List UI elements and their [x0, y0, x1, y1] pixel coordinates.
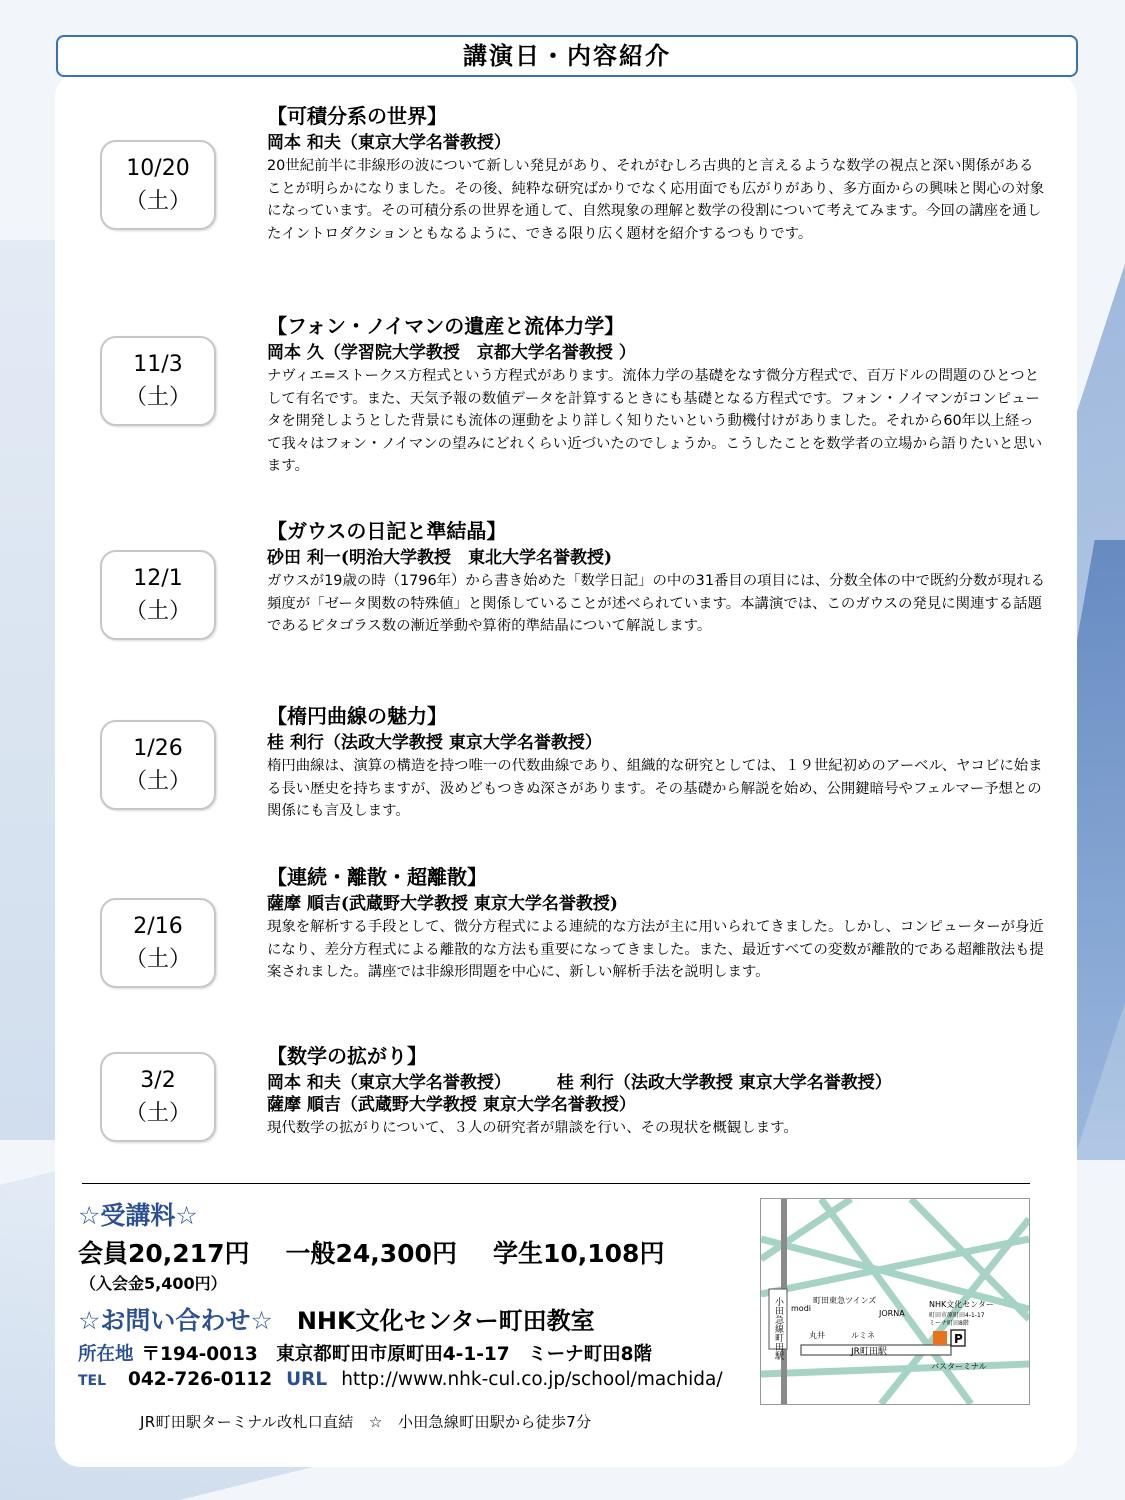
date-text: 11/3	[133, 352, 183, 377]
day-text: （土）	[124, 599, 191, 624]
lecture-speaker: 桂 利行（法政大学教授 東京大学名誉教授）	[556, 1073, 892, 1093]
lecture-speaker: 砂田 利一(明治大学教授 東北大学名誉教授)	[267, 548, 613, 568]
lecture-info-6	[267, 1042, 1047, 1140]
lecture-description: ナヴィエ=ストークス方程式という方程式があります。流体力学の基礎をなす微分方程式で、百万ドルの問題のひとつとして有名です。また、天気予報の数値データを計算するときにも基礎となる方程式です。フォン・ノイマンがコンピュータを開発しようとした背景にも流体の運動をより詳しく知りたいという動機付けがありました。それから60年以上経って我々はフォン・ノイマンの望みにどれくらい近づいたのでしょうか。こうしたことを数学者の立場から語りたいと思います。	[267, 368, 1043, 474]
lecture-speaker: 岡本 和夫（東京大学名誉教授）	[267, 133, 511, 153]
fee-list	[78, 1234, 664, 1270]
lecture-info-4	[267, 702, 1047, 823]
lecture-date-2	[100, 336, 216, 426]
date-text: 1/26	[133, 736, 183, 761]
lecture-description: 楕円曲線は、演算の構造を持つ唯一の代数曲線であり、組織的な研究としては、１９世紀初めのアーベル、ヤコビに始まる長い歴史を持ちますが、汲めどもつきぬ深さがあります。その基礎から解説を始め、公開鍵暗号やフェルマー予想との関係にも言及します。	[267, 758, 1043, 819]
day-text: （土）	[124, 385, 191, 410]
organization-name: NHK文化センター町田教室	[296, 1307, 595, 1335]
fee-student: 学生10,108円	[492, 1239, 665, 1268]
bus-terminal-label: バスターミナル	[931, 1362, 987, 1371]
lumine-label: ルミネ	[851, 1331, 875, 1340]
enrollment-fee-note: （入会金5,400円）	[80, 1274, 227, 1293]
tel-line	[78, 1369, 723, 1390]
lecture-description: 20世紀前半に非線形の波について新しい発見があり、それがむしろ古典的と言えるような数学の視点と深い関係があることが明らかになりました。その後、純粋な研究ばかりでなく応用面でも広がりがあり、多方面からの興味と関心の対象になっています。その可積分系の世界を通して、自然現象の理解と数学の役割について考えてみます。今回の講座を通したイントロダクションともなるように、できる限り広く題材を紹介するつもりです。	[267, 158, 1045, 242]
day-text: （土）	[124, 1101, 191, 1126]
divider	[82, 1183, 1030, 1184]
lecture-date-1	[100, 140, 216, 230]
lecture-topic: 【フォン・ノイマンの遺産と流体力学】	[267, 314, 625, 338]
date-text: 3/2	[140, 1068, 176, 1093]
lecture-date-3	[100, 550, 216, 640]
day-text: （土）	[124, 189, 191, 214]
lecture-description: 現代数学の拡がりについて、３人の研究者が鼎談を行い、その現状を概観します。	[267, 1120, 798, 1136]
date-text: 10/20	[126, 156, 190, 181]
lecture-topic: 【ガウスの日記と準結晶】	[267, 519, 507, 543]
tokyu-label: 町田東急ツインズ	[813, 1296, 877, 1305]
marui-label: 丸井	[809, 1331, 825, 1340]
lecture-date-6	[100, 1052, 216, 1142]
lecture-description: ガウスが19歳の時（1796年）から書き始めた「数学日記」の中の31番目の項目には、分数全体の中で既約分数が現れる頻度が「ゼータ関数の特殊値」と関係していることが述べられています。本講演では、このガウスの発見に関連する話題であるピタゴラス数の漸近挙動や算術的準結晶について解説します。	[267, 573, 1045, 634]
lecture-speaker: 薩摩 順吉（武蔵野大学教授 東京大学名誉教授）	[267, 1095, 636, 1115]
day-text: （土）	[124, 947, 191, 972]
fee-general: 一般24,300円	[285, 1239, 457, 1268]
modi-label: modi	[791, 1304, 811, 1313]
lecture-info-3	[267, 517, 1047, 638]
date-text: 12/1	[133, 566, 183, 591]
lecture-date-5	[100, 898, 216, 988]
center-name-label: NHK文化センター	[929, 1300, 994, 1309]
website-link[interactable]: http://www.nhk-cul.co.jp/school/machida/	[341, 1369, 723, 1390]
address-label: 所在地	[78, 1344, 134, 1365]
fee-member: 会員20,217円	[78, 1239, 250, 1268]
jr-station-label: JR町田駅	[851, 1347, 887, 1357]
lecture-speaker: 岡本 和夫（東京大学名誉教授）	[267, 1073, 511, 1093]
map-graphic	[761, 1199, 1029, 1404]
date-text: 2/16	[133, 914, 183, 939]
lecture-topic: 【連続・離散・超離散】	[267, 865, 487, 889]
day-text: （土）	[124, 769, 191, 794]
tel-number: 042-726-0112	[128, 1369, 273, 1390]
lecture-speaker: 薩摩 順吉(武蔵野大学教授 東京大学名誉教授)	[267, 894, 618, 914]
odakyu-station-label: 小田急線町田駅	[773, 1297, 783, 1360]
lecture-topic: 【楕円曲線の魅力】	[267, 704, 447, 728]
lecture-speaker: 桂 利行（法政大学教授 東京大学名誉教授）	[267, 733, 602, 753]
center-marker	[933, 1331, 947, 1345]
access-directions: JR町田駅ターミナル改札口直結 ☆ 小田急線町田駅から徒歩7分	[140, 1413, 592, 1431]
lecture-speakers-row	[267, 1072, 1047, 1094]
lecture-info-1	[267, 102, 1047, 245]
lecture-speaker: 岡本 久（学習院大学教授 京都大学名誉教授 ）	[267, 343, 636, 363]
lecture-description: 現象を解析する手段として、微分方程式による連続的な方法が主に用いられてきました。しかし、コンピューターが身近になり、差分方程式による離散的な方法も重要になってきました。また、最近すべての変数が離散的である超離散法も提案されました。講座では非線形問題を中心に、新しい解析手法を説明します。	[267, 919, 1044, 980]
parking-label: P	[954, 1332, 963, 1346]
fee-heading: ☆受講料☆	[78, 1201, 198, 1230]
contact-line	[78, 1301, 595, 1337]
url-label: URL	[286, 1369, 328, 1390]
lecture-info-5	[267, 863, 1047, 984]
lecture-info-2	[267, 312, 1047, 478]
page-title: 講演日・内容紹介	[56, 35, 1078, 77]
contact-heading: ☆お問い合わせ☆	[78, 1306, 273, 1335]
location-map	[760, 1198, 1030, 1405]
jorna-label: JORNA	[879, 1309, 905, 1318]
address-text: 〒194-0013 東京都町田市原町田4-1-17 ミーナ町田8階	[141, 1344, 653, 1365]
center-address-label: 町田市原町田4-1-17	[929, 1312, 985, 1319]
lecture-topic: 【可積分系の世界】	[267, 104, 447, 128]
lecture-topic: 【数学の拡がり】	[267, 1044, 427, 1068]
address-line	[78, 1340, 652, 1366]
lecture-date-4	[100, 720, 216, 810]
tel-label: TEL	[78, 1373, 107, 1389]
center-building-label: ミーナ町田8階	[929, 1320, 969, 1327]
